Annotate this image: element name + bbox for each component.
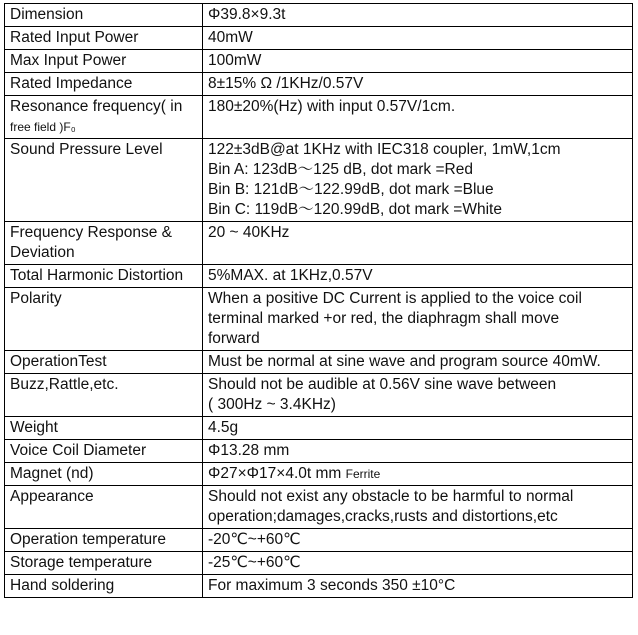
specification-table xyxy=(4,3,633,598)
spec-label xyxy=(5,222,203,265)
spec-value xyxy=(203,486,633,529)
spec-value-line: Should not exist any obstacle to be harmful to normal xyxy=(208,488,574,505)
spec-label xyxy=(5,96,203,139)
spec-label: Max Input Power xyxy=(5,50,203,73)
table-row xyxy=(5,486,633,529)
spec-label-line: Deviation xyxy=(10,244,75,261)
table-row xyxy=(5,4,633,27)
spec-value-text: Φ27×Φ17×4.0t mm xyxy=(208,465,342,482)
table-row xyxy=(5,50,633,73)
table-row xyxy=(5,288,633,351)
spec-label: Hand soldering xyxy=(5,575,203,598)
spec-value: Must be normal at sine wave and program source 40mW. xyxy=(203,351,633,374)
table-row xyxy=(5,374,633,417)
spec-value-line: Should not be audible at 0.56V sine wave between xyxy=(208,376,557,393)
table-row xyxy=(5,96,633,139)
spec-label: Weight xyxy=(5,417,203,440)
spec-label: Sound Pressure Level xyxy=(5,139,203,222)
spec-value: For maximum 3 seconds 350 ±10°C xyxy=(203,575,633,598)
table-row xyxy=(5,575,633,598)
spec-label-subscript: F₀ xyxy=(63,120,76,134)
table-row xyxy=(5,73,633,96)
spec-value-line: Bin A: 123dB～125 dB, dot mark =Red xyxy=(208,161,473,178)
table-row xyxy=(5,351,633,374)
table-row xyxy=(5,529,633,552)
spec-value: Φ39.8×9.3t xyxy=(203,4,633,27)
spec-label: Dimension xyxy=(5,4,203,27)
spec-label-text: free field ) xyxy=(10,120,64,134)
spec-value xyxy=(203,374,633,417)
spec-value xyxy=(203,463,633,486)
spec-value: -20℃~+60℃ xyxy=(203,529,633,552)
spec-value-suffix: Ferrite xyxy=(345,467,381,481)
spec-value-line: terminal marked +or red, the diaphragm shall move xyxy=(208,310,560,327)
spec-value: 20 ~ 40KHz xyxy=(203,222,633,265)
table-row xyxy=(5,222,633,265)
spec-value: Φ13.28 mm xyxy=(203,440,633,463)
spec-value xyxy=(203,139,633,222)
spec-label: Magnet (nd) xyxy=(5,463,203,486)
table-row xyxy=(5,139,633,222)
table-row xyxy=(5,417,633,440)
spec-label: Voice Coil Diameter xyxy=(5,440,203,463)
spec-value: 8±15% Ω /1KHz/0.57V xyxy=(203,73,633,96)
spec-label: Polarity xyxy=(5,288,203,351)
spec-label-line: Frequency Response & xyxy=(10,224,172,241)
spec-value-line: 122±3dB@at 1KHz with IEC318 coupler, 1mW,1cm xyxy=(208,141,561,158)
spec-value-line: operation;damages,cracks,rusts and distortions,etc xyxy=(208,508,558,525)
spec-label: Buzz,Rattle,etc. xyxy=(5,374,203,417)
spec-value: 100mW xyxy=(203,50,633,73)
spec-value-line: forward xyxy=(208,330,260,347)
spec-label: Rated Input Power xyxy=(5,27,203,50)
spec-label: Total Harmonic Distortion xyxy=(5,265,203,288)
spec-value: 4.5g xyxy=(203,417,633,440)
spec-value: 40mW xyxy=(203,27,633,50)
spec-value: -25℃~+60℃ xyxy=(203,552,633,575)
spec-value-line: Bin C: 119dB～120.99dB, dot mark =White xyxy=(208,201,502,218)
table-row xyxy=(5,265,633,288)
table-row xyxy=(5,463,633,486)
spec-label-line: Resonance frequency( in xyxy=(10,98,183,115)
spec-value: 5%MAX. at 1KHz,0.57V xyxy=(203,265,633,288)
spec-label: OperationTest xyxy=(5,351,203,374)
table-row xyxy=(5,27,633,50)
spec-label: Storage temperature xyxy=(5,552,203,575)
spec-label: Operation temperature xyxy=(5,529,203,552)
spec-value xyxy=(203,288,633,351)
spec-value: 180±20%(Hz) with input 0.57V/1cm. xyxy=(203,96,633,139)
spec-label: Appearance xyxy=(5,486,203,529)
spec-value-line: ( 300Hz ~ 3.4KHz) xyxy=(208,396,336,413)
spec-value-line: Bin B: 121dB～122.99dB, dot mark =Blue xyxy=(208,181,494,198)
table-row xyxy=(5,440,633,463)
spec-value-line: When a positive DC Current is applied to the voice coil xyxy=(208,290,582,307)
spec-label: Rated Impedance xyxy=(5,73,203,96)
spec-label-line xyxy=(10,117,198,137)
table-row xyxy=(5,552,633,575)
